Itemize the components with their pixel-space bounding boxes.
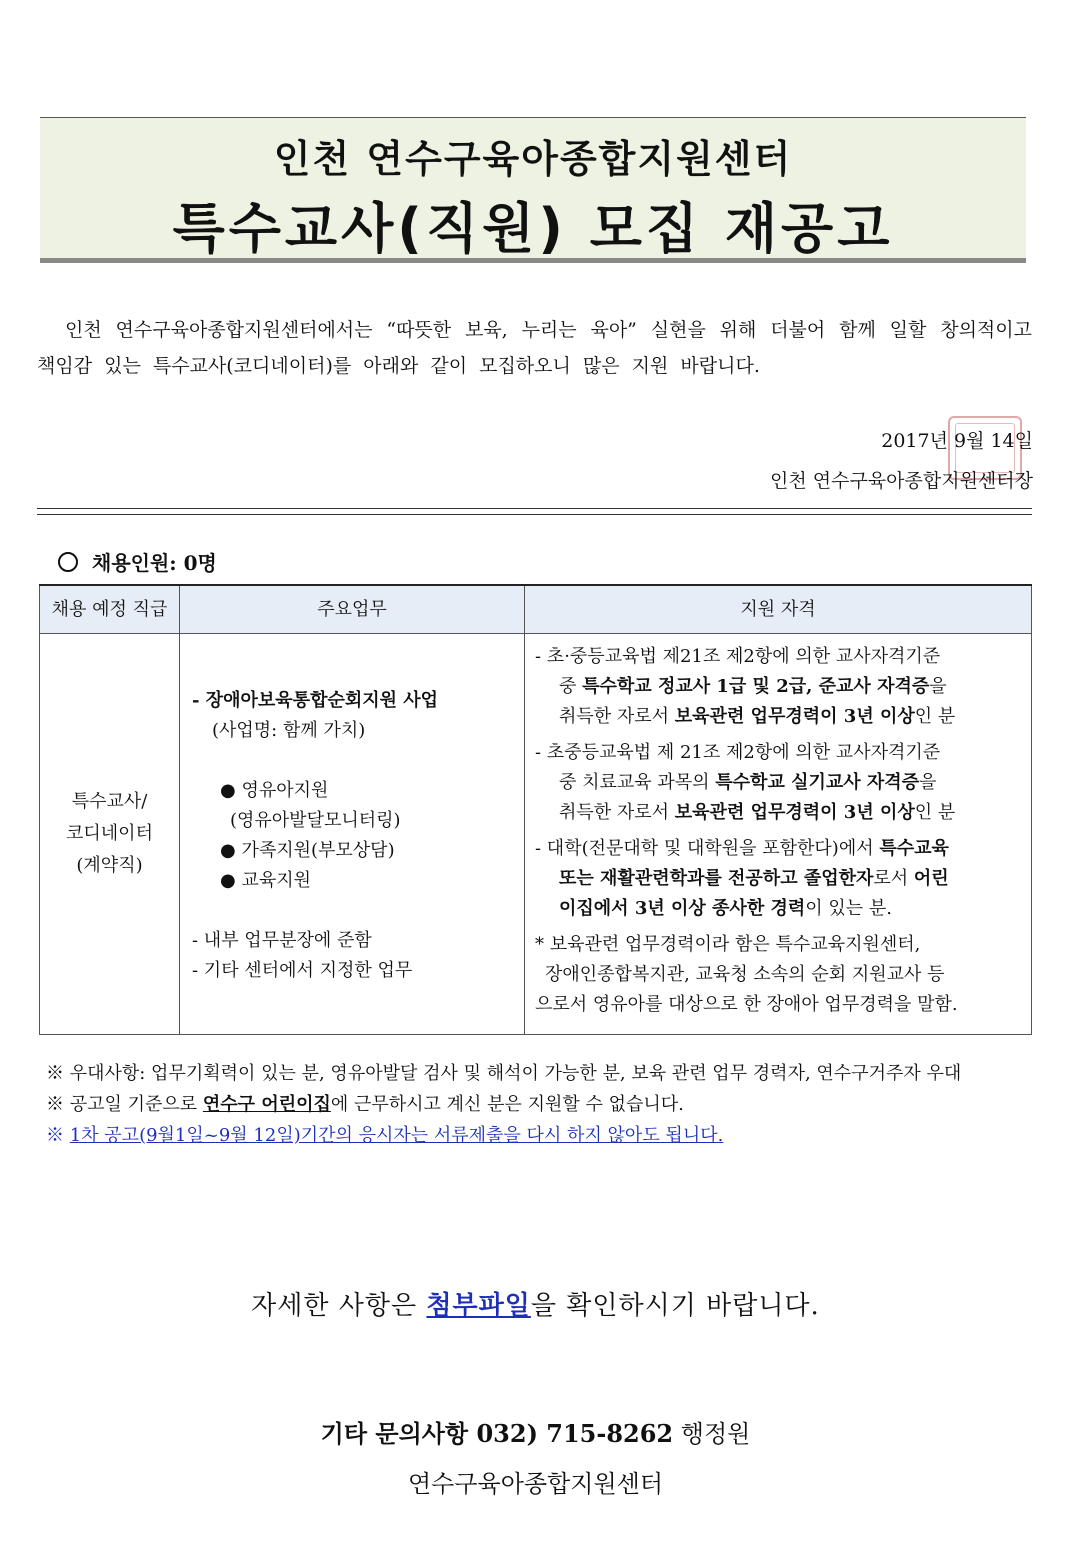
- header-duties: 주요업무: [180, 585, 525, 634]
- header-position: 채용 예정 직급: [40, 585, 180, 634]
- qualification-note: * 보육관련 업무경력이라 함은 특수교육지원센터, 장애인종합복지관, 교육청 소속의 순회 지원교사 등 으로서 영유아를 대상으로 한 장애아 업무경력을 말함.: [535, 934, 958, 1015]
- notice-date: 2017년 9월 14일: [881, 430, 1033, 452]
- intro-paragraph: 인천 연수구육아종합지원센터에서는 “따뜻한 보육, 누리는 육아” 실현을 위해 더불어 함께 일할 창의적이고 책임감 있는 특수교사(코디네이터)를 아래와 같이 모집하오니 많은 지원 바랍니다.: [37, 319, 1032, 377]
- page-title: 특수교사(직원) 모집 재공고: [172, 197, 894, 260]
- table-row: [40, 634, 1032, 1035]
- footer-org: 연수구육아종합지원센터: [407, 1470, 664, 1498]
- qualification-3: - 대학(전문대학 및 대학원을 포함한다)에서 특수교육 또는 재활관련학과를 전공하고 졸업한자로서 어린 이집에서 3년 이상 종사한 경력이 있는 분.: [535, 838, 949, 919]
- notes-section: [46, 1058, 1036, 1151]
- circle-bullet-icon: [58, 552, 78, 572]
- qualification-2: - 초중등교육법 제 21조 제2항에 의한 교사자격기준 중 치료교육 과목의 특수학교 실기교사 자격증을 취득한 자로서 보육관련 업무경력이 3년 이상인 분: [535, 742, 956, 823]
- note-preference: ※ 우대사항: 업무기획력이 있는 분, 영유아발달 검사 및 해석이 가능한 분, 보육 관련 업무 경력자, 연수구거주자 우대: [46, 1063, 962, 1084]
- recruitment-table: [39, 584, 1032, 1035]
- list-item: ● 영유아지원: [220, 780, 329, 801]
- attachment-notice: 자세한 사항은 첨부파일을 확인하시기 바랍니다.: [251, 1291, 820, 1321]
- hiring-count: 채용인원: 0명: [58, 547, 217, 576]
- org-title: 인천 연수구육아종합지원센터: [273, 137, 793, 181]
- title-banner: [40, 117, 1026, 263]
- signature: 인천 연수구육아종합지원센터장: [770, 470, 1033, 492]
- table-header-row: [40, 585, 1032, 634]
- divider: [37, 508, 1032, 515]
- position-cell: 특수교사/ 코디네이터 (계약직): [40, 634, 180, 1035]
- qualification-1: - 초·중등교육법 제21조 제2항에 의한 교사자격기준 중 특수학교 정교사 1급 및 2급, 준교사 자격증을 취득한 자로서 보육관련 업무경력이 3년 이상인 분: [535, 646, 956, 727]
- contact-info: 기타 문의사항 032) 715-8262 행정원: [320, 1419, 751, 1448]
- duties-cell: - 장애아보육통합순회지원 사업 (사업명: 함께 가치) ● 영유아지원 (영유아발달모니터링) ● 가족지원(부모상담) ● 교육지원 - 내부 업무분장에 준함 - 기타 센터에서 지정한 업무: [180, 634, 525, 1035]
- list-item: ● 가족지원(부모상담): [220, 840, 395, 861]
- note-eligibility: ※ 공고일 기준으로 연수구 어린이집에 근무하시고 계신 분은 지원할 수 없습니다.: [46, 1094, 684, 1115]
- note-reapply: ※ 1차 공고(9월1일~9월 12일)기간의 응시자는 서류제출을 다시 하지 않아도 됩니다.: [46, 1125, 724, 1146]
- qualifications-cell: [525, 634, 1032, 1035]
- header-qualifications: 지원 자격: [525, 585, 1032, 634]
- list-item: ● 교육지원: [220, 870, 311, 891]
- attachment-link[interactable]: 첨부파일: [426, 1291, 531, 1321]
